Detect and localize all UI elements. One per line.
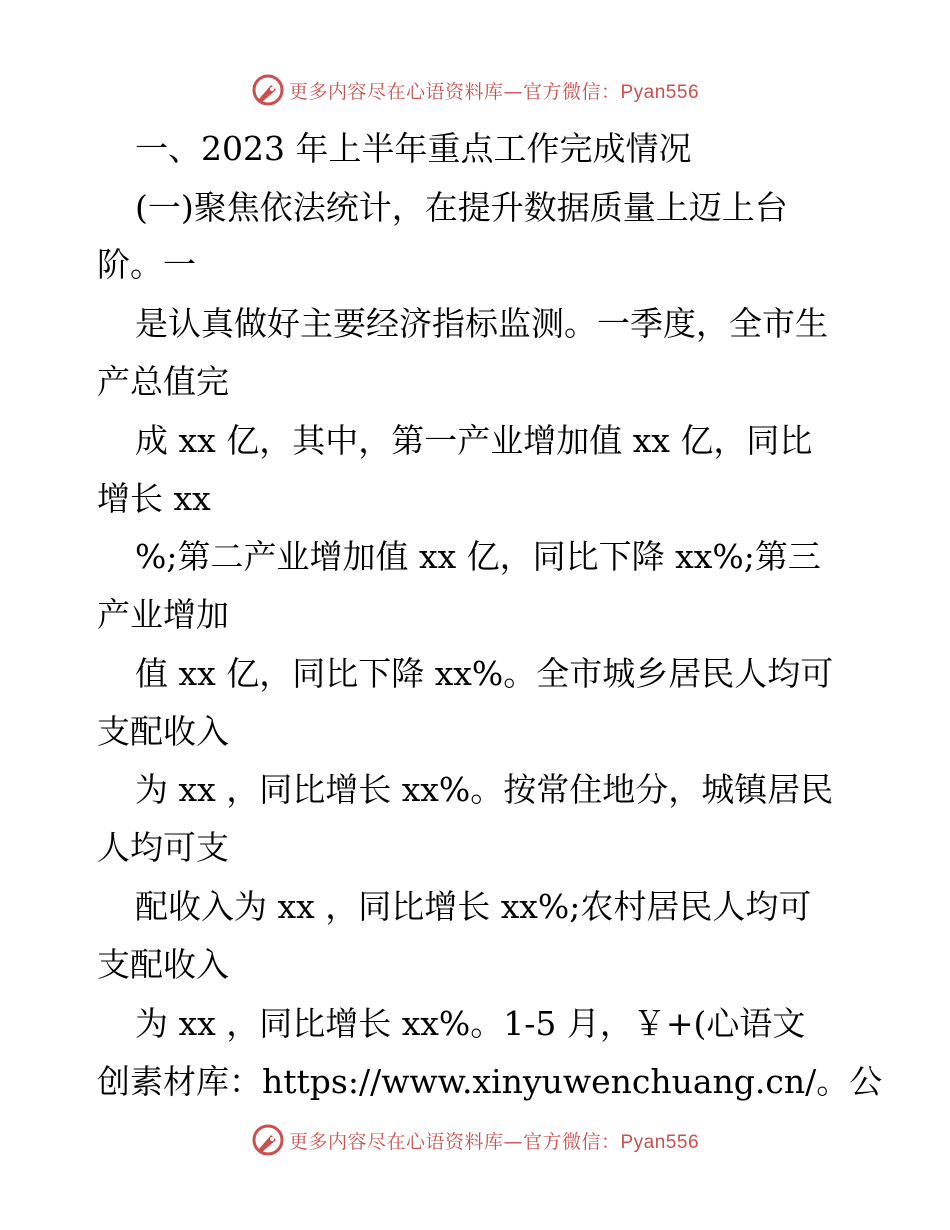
watermark-text: 更多内容尽在心语资料库—官方微信：Pyan556 xyxy=(288,1130,700,1153)
text-line: 产总值完 xyxy=(97,362,229,401)
text-line: 人均可支 xyxy=(97,828,229,867)
text-line: 为 xx ，同比增长 xx%。按常住地分，城镇居民 xyxy=(135,770,834,809)
text-line: 是认真做好主要经济指标监测。一季度，全市生 xyxy=(135,304,828,343)
text-line: 增长 xx xyxy=(97,479,211,518)
watermark-text: 更多内容尽在心语资料库—官方微信：Pyan556 xyxy=(288,80,700,103)
text-line: 创素材库：https://www.xinyuwenchuang.cn/。公 xyxy=(97,1062,883,1101)
watermark-footer xyxy=(0,1120,950,1160)
text-line: 成 xx 亿，其中，第一产业增加值 xx 亿，同比 xyxy=(135,421,813,460)
text-line: 配收入为 xx ，同比增长 xx%;农村居民人均可 xyxy=(135,887,812,926)
text-line: 支配收入 xyxy=(97,712,229,751)
section-heading: 一、2023 年上半年重点工作完成情况 xyxy=(135,129,692,168)
text-line: 阶。一 xyxy=(97,245,196,284)
pen-nib-logo-icon xyxy=(251,1123,285,1157)
text-line: 为 xx ，同比增长 xx%。1-5 月，￥+(心语文 xyxy=(135,1004,806,1043)
text-line: 支配收入 xyxy=(97,945,229,984)
text-line: 值 xx 亿，同比下降 xx%。全市城乡居民人均可 xyxy=(135,654,834,693)
subsection-heading: (一)聚焦依法统计，在提升数据质量上迈上台 xyxy=(135,188,788,227)
text-line: 产业增加 xyxy=(97,595,229,634)
text-line: %;第二产业增加值 xx 亿，同比下降 xx%;第三 xyxy=(135,537,821,576)
